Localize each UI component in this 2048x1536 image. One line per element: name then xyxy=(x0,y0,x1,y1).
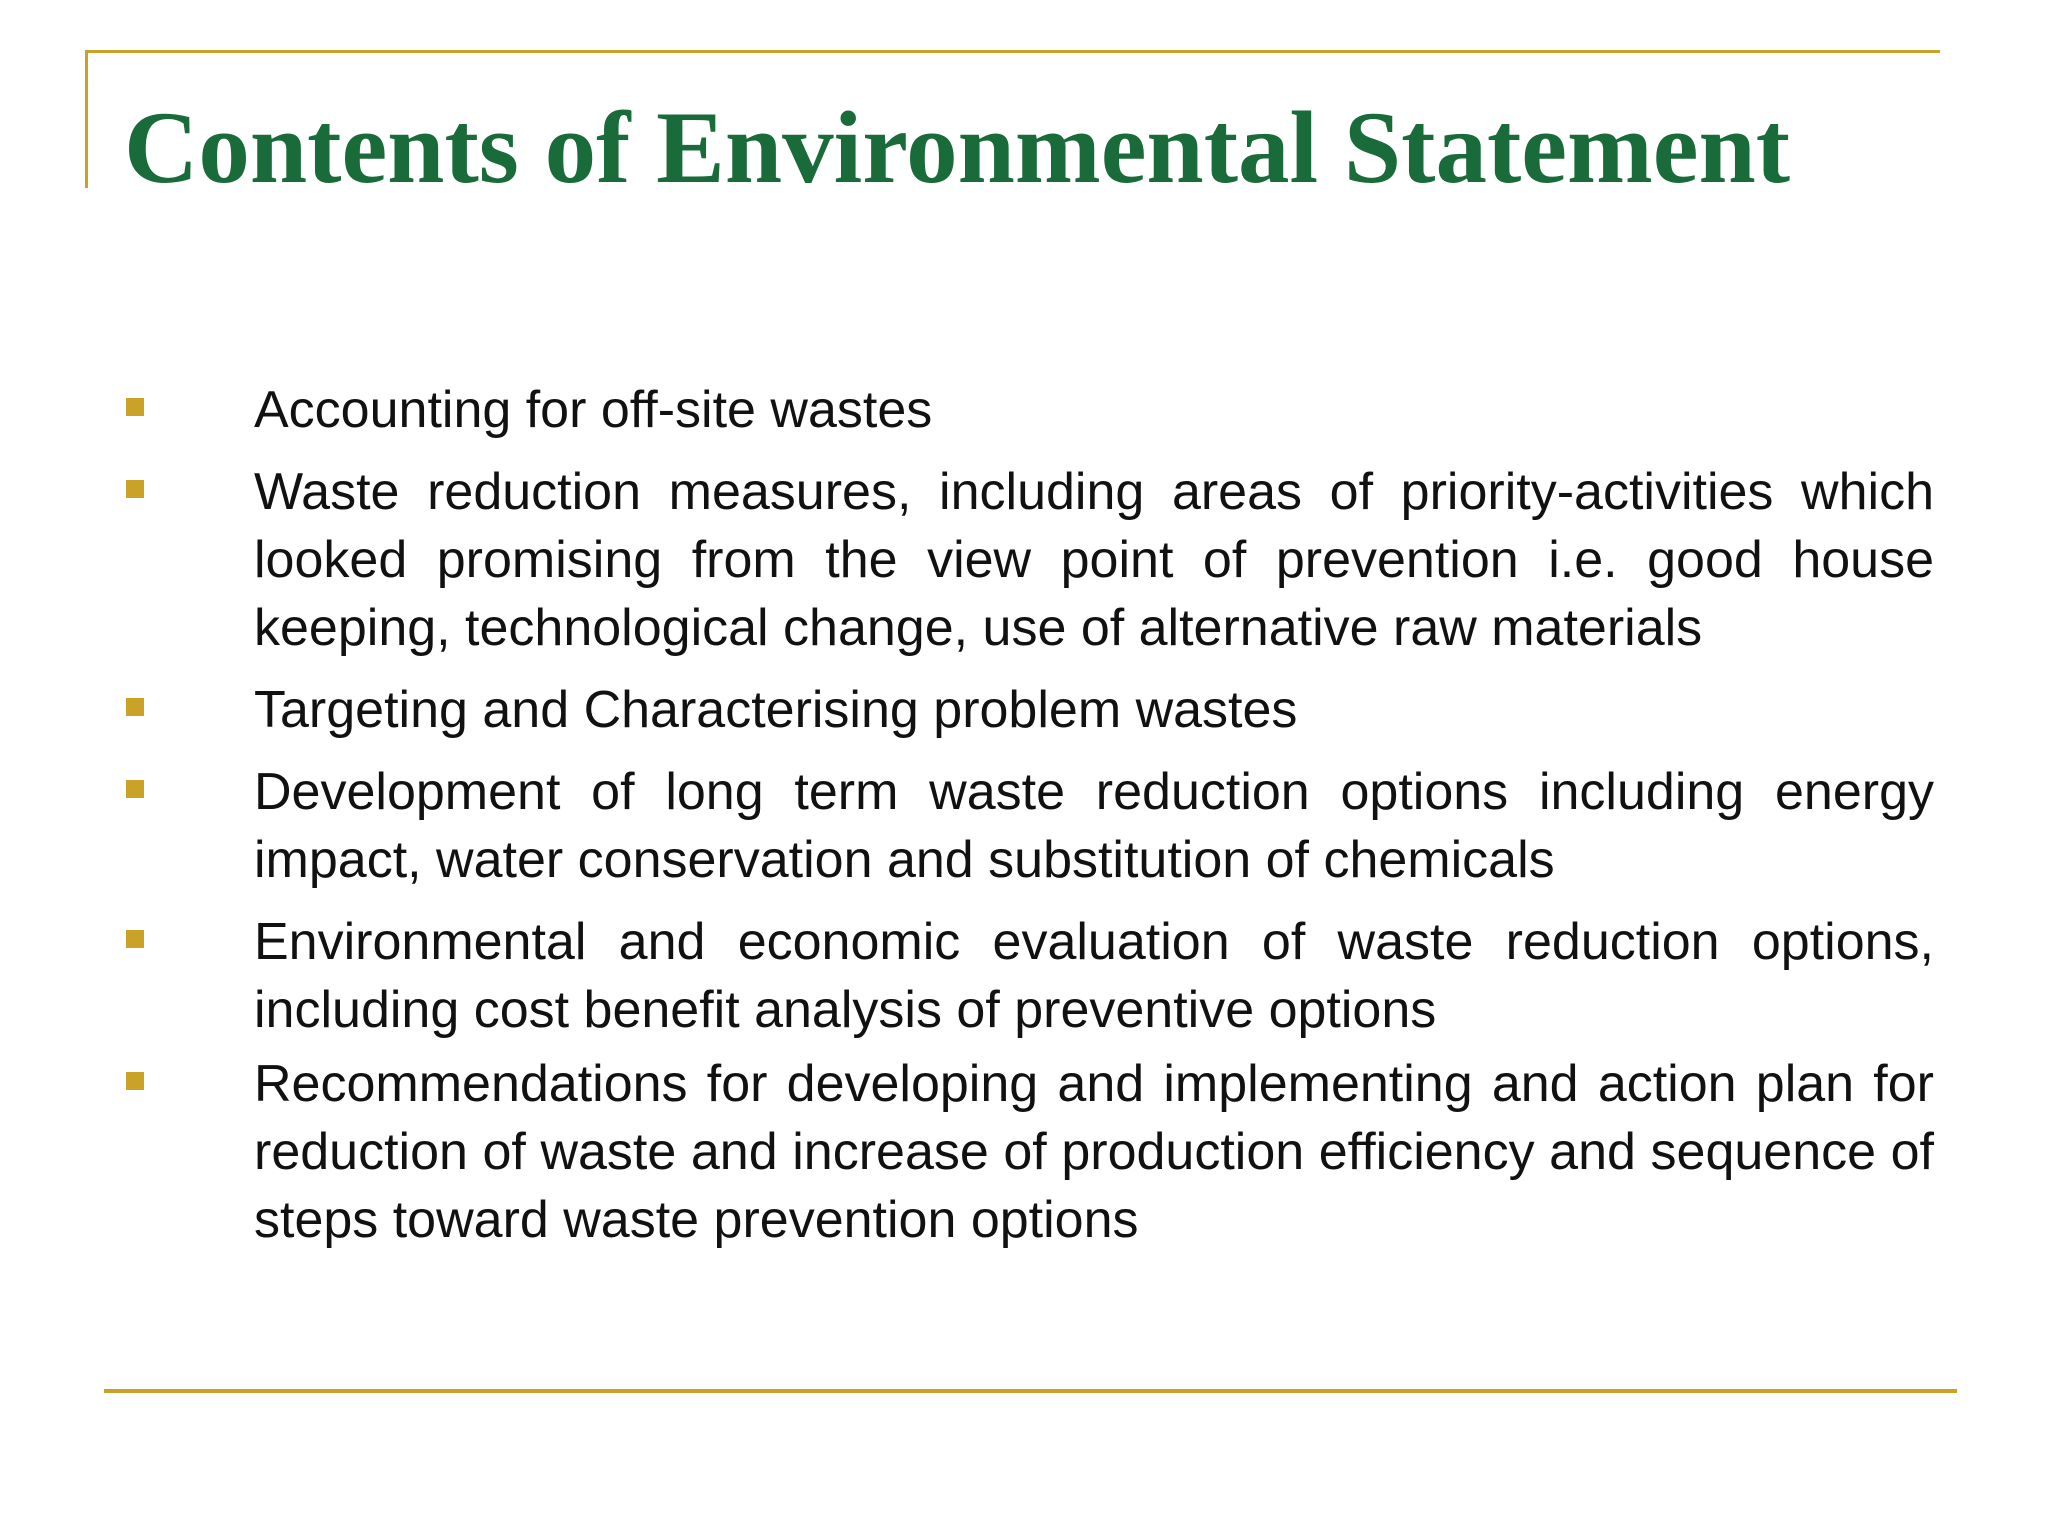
title-frame-left-line xyxy=(85,50,88,188)
square-bullet-icon xyxy=(126,398,144,416)
bullet-item xyxy=(124,758,1934,894)
square-bullet-icon xyxy=(126,930,144,948)
title-frame-top-line xyxy=(85,50,1940,53)
bullet-item xyxy=(124,376,1934,444)
bullet-item xyxy=(124,1050,1934,1254)
bullet-text: Environmental and economic evaluation of waste reduction options, including cost benefit analysis of preventive options xyxy=(254,913,1934,1039)
bullet-text: Targeting and Characterising problem wastes xyxy=(254,681,1298,739)
square-bullet-icon xyxy=(126,698,144,716)
bullet-text: Development of long term waste reduction options including energy impact, water conservation and substitution of chemicals xyxy=(254,763,1934,889)
slide-title: Contents of Environmental Statement xyxy=(124,91,1791,205)
square-bullet-icon xyxy=(126,480,144,498)
bullet-text: Recommendations for developing and implementing and action plan for reduction of waste and increase of production efficiency and sequence of steps toward waste prevention options xyxy=(254,1055,1934,1249)
square-bullet-icon xyxy=(126,1072,144,1090)
square-bullet-icon xyxy=(126,780,144,798)
bullet-text: Accounting for off-site wastes xyxy=(254,381,933,439)
bullet-item xyxy=(124,676,1934,744)
bullet-list xyxy=(124,376,1934,1268)
footer-divider-line xyxy=(104,1389,1957,1393)
bullet-item xyxy=(124,908,1934,1044)
bullet-text: Waste reduction measures, including areas of priority-activities which looked promising from the view point of prevention i.e. good house keeping, technological change, use of alternative raw materials xyxy=(254,463,1934,657)
bullet-item xyxy=(124,458,1934,662)
